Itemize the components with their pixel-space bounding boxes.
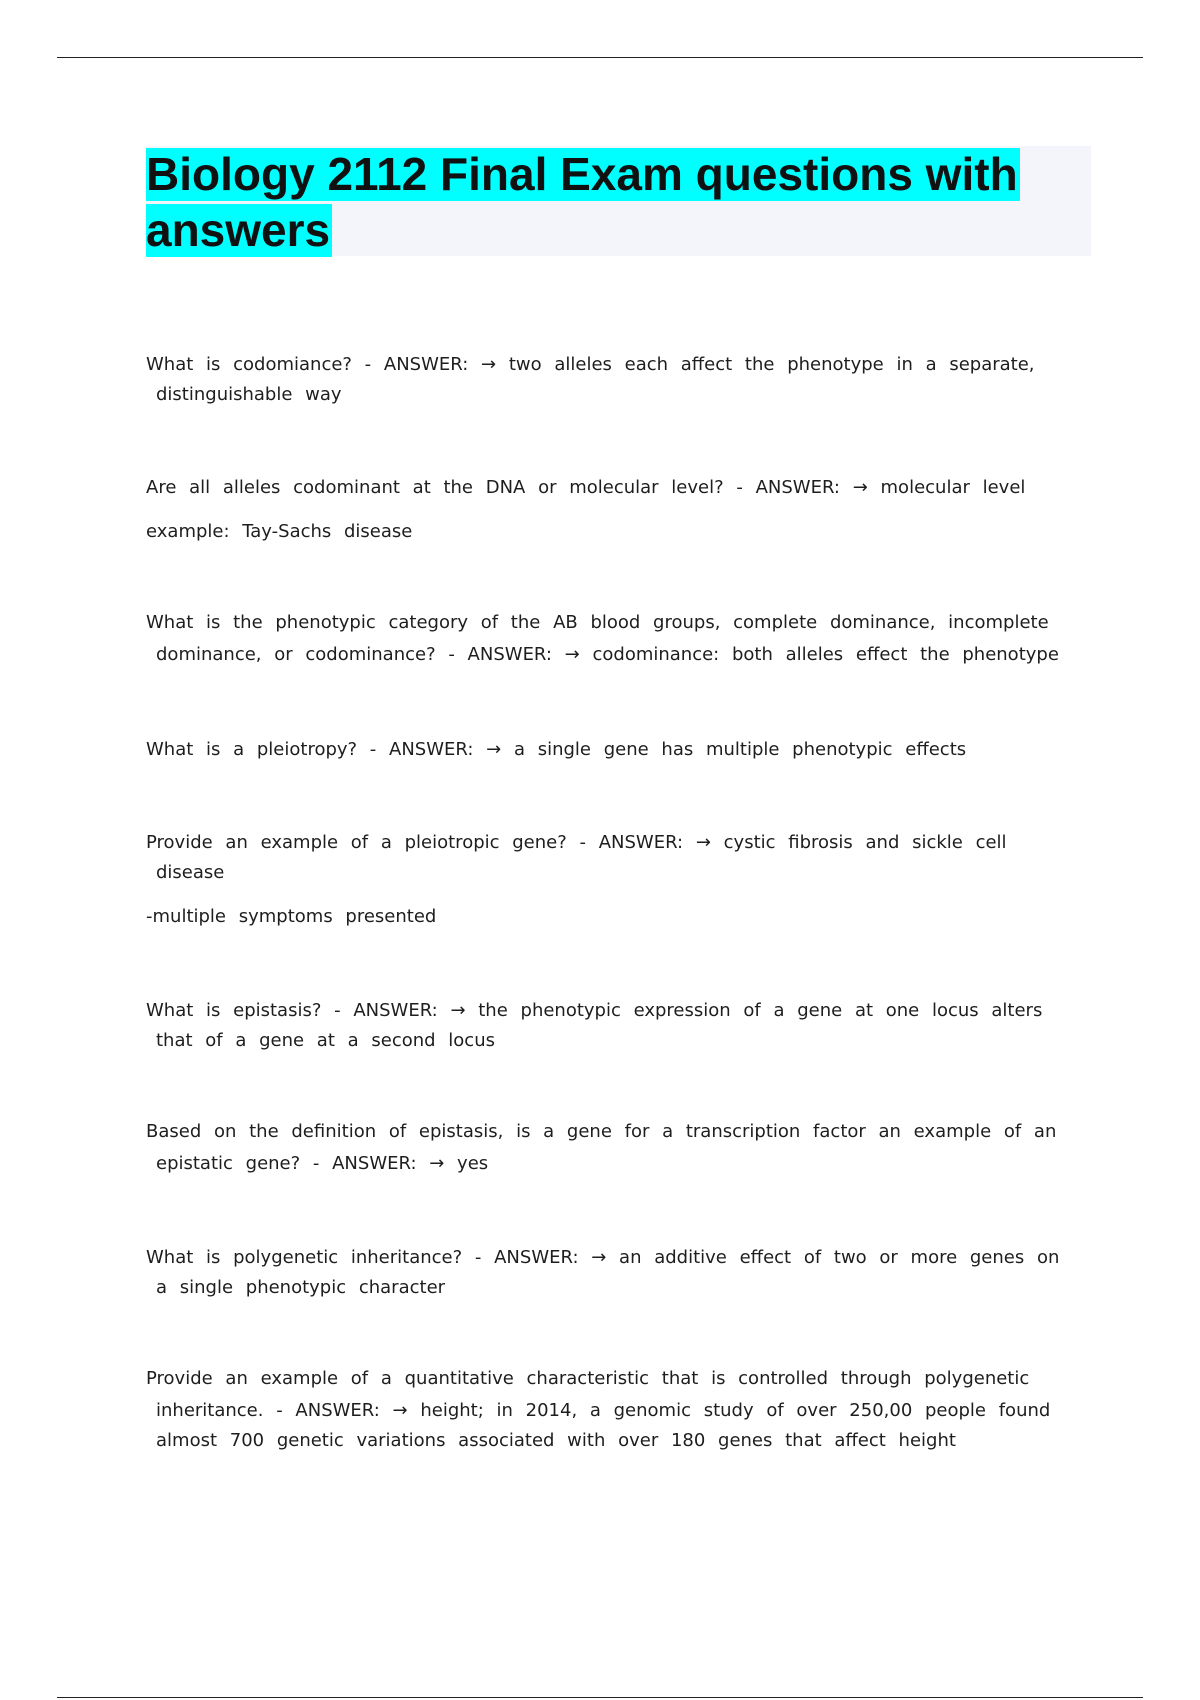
qa-continuation-line: dominance, or codominance? - ANSWER: → codominance: both alleles effect the phenotype — [156, 644, 1059, 665]
qa-question-line: Based on the definition of epistasis, is a gene for a transcription factor an example of an — [146, 1121, 1057, 1142]
title-line-1: Biology 2112 Final Exam questions with — [146, 148, 1018, 200]
qa-question-line: What is codomiance? - ANSWER: → two alleles each affect the phenotype in a separate, — [146, 354, 1035, 375]
title-line-2: answers — [146, 204, 331, 256]
bottom-rule — [57, 1697, 1143, 1698]
qa-question-line: Provide an example of a quantitative characteristic that is controlled through polygenetic — [146, 1368, 1030, 1389]
qa-item — [146, 735, 1091, 765]
qa-continuation-line: a single phenotypic character — [156, 1277, 446, 1298]
qa-item — [146, 608, 1091, 670]
title-block — [146, 146, 1091, 256]
top-rule — [57, 57, 1143, 58]
qa-continuation-line: almost 700 genetic variations associated with over 180 genes that affect height — [156, 1430, 956, 1451]
qa-continuation-line: that of a gene at a second locus — [156, 1030, 495, 1051]
qa-question-line: Provide an example of a pleiotropic gene? - ANSWER: → cystic fibrosis and sickle cell — [146, 832, 1007, 853]
qa-continuation-line: epistatic gene? - ANSWER: → yes — [156, 1153, 489, 1174]
qa-item — [146, 473, 1091, 547]
document-title — [146, 146, 1091, 258]
qa-item — [146, 996, 1091, 1056]
qa-extra-line: example: Tay-Sachs disease — [146, 521, 413, 542]
qa-question-line: What is a pleiotropy? - ANSWER: → a single gene has multiple phenotypic effects — [146, 739, 967, 760]
qa-continuation-line: distinguishable way — [156, 384, 342, 405]
qa-question-line: Are all alleles codominant at the DNA or molecular level? - ANSWER: → molecular level — [146, 477, 1026, 498]
qa-continuation-line: disease — [156, 862, 225, 883]
qa-question-line: What is polygenetic inheritance? - ANSWER: → an additive effect of two or more genes on — [146, 1247, 1060, 1268]
qa-item — [146, 350, 1091, 410]
qa-continuation-line: inheritance. - ANSWER: → height; in 2014, a genomic study of over 250,00 people found — [156, 1400, 1051, 1421]
qa-item — [146, 1117, 1091, 1179]
qa-item — [146, 828, 1091, 932]
qa-extra-line: -multiple symptoms presented — [146, 906, 437, 927]
qa-item — [146, 1243, 1091, 1303]
qa-item — [146, 1364, 1091, 1456]
qa-question-line: What is epistasis? - ANSWER: → the phenotypic expression of a gene at one locus alters — [146, 1000, 1043, 1021]
qa-question-line: What is the phenotypic category of the AB blood groups, complete dominance, incomplete — [146, 612, 1049, 633]
